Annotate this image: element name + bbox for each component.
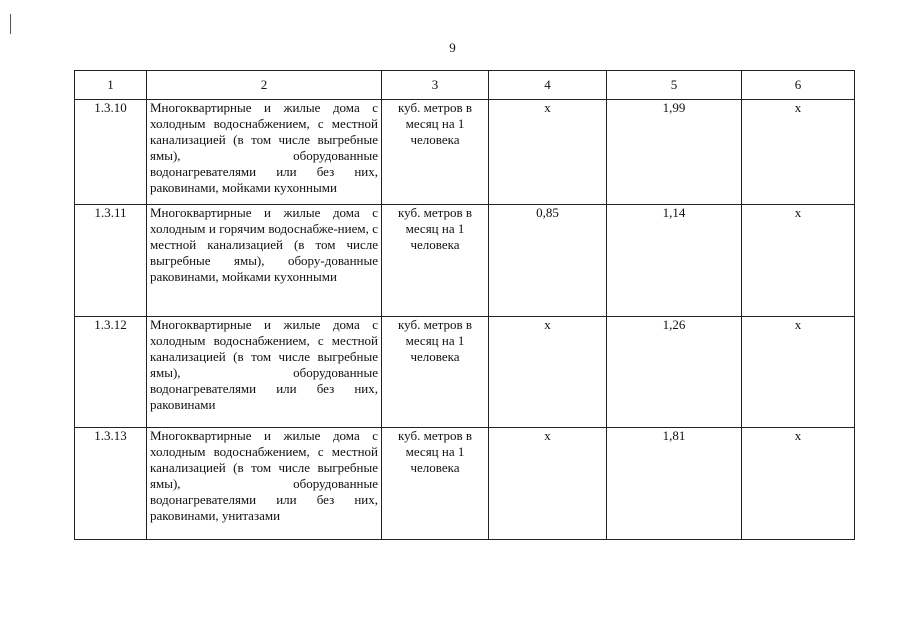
row-value-col6: х	[742, 428, 855, 540]
row-value-col4: х	[489, 317, 607, 428]
column-header: 2	[147, 71, 382, 100]
row-value-col4: х	[489, 100, 607, 205]
row-code: 1.3.13	[75, 428, 147, 540]
row-value-col4: 0,85	[489, 205, 607, 317]
row-value-col6: х	[742, 100, 855, 205]
table-row	[75, 205, 855, 317]
row-code: 1.3.10	[75, 100, 147, 205]
row-value-col5: 1,81	[607, 428, 742, 540]
column-header: 3	[382, 71, 489, 100]
table-header-row	[75, 71, 855, 100]
column-header: 1	[75, 71, 147, 100]
table-row	[75, 100, 855, 205]
row-unit: куб. метров в месяц на 1 человека	[382, 428, 489, 540]
row-description: Многоквартирные и жилые дома с холодным водоснабжением, с местной канализацией (в том числе выгребные ямы), оборудованные водонагревателями или без них, раковинами, мойками кухонными	[147, 100, 382, 205]
table-row	[75, 317, 855, 428]
row-unit: куб. метров в месяц на 1 человека	[382, 205, 489, 317]
row-code: 1.3.11	[75, 205, 147, 317]
row-description: Многоквартирные и жилые дома с холодным и горячим водоснабже-нием, с местной канализацией (в том числе выгребные ямы), обору-дованные раковинами, мойками кухонными	[147, 205, 382, 317]
column-header: 4	[489, 71, 607, 100]
margin-mark	[10, 14, 11, 34]
row-unit: куб. метров в месяц на 1 человека	[382, 100, 489, 205]
row-value-col6: х	[742, 317, 855, 428]
table-row	[75, 428, 855, 540]
column-header: 6	[742, 71, 855, 100]
row-value-col5: 1,14	[607, 205, 742, 317]
row-value-col6: х	[742, 205, 855, 317]
column-header: 5	[607, 71, 742, 100]
row-code: 1.3.12	[75, 317, 147, 428]
row-description: Многоквартирные и жилые дома с холодным водоснабжением, с местной канализацией (в том числе выгребные ямы), оборудованные водонагревателями или без них, раковинами, унитазами	[147, 428, 382, 540]
row-description: Многоквартирные и жилые дома с холодным водоснабжением, с местной канализацией (в том числе выгребные ямы), оборудованные водонагревателями или без них, раковинами	[147, 317, 382, 428]
row-unit: куб. метров в месяц на 1 человека	[382, 317, 489, 428]
row-value-col5: 1,26	[607, 317, 742, 428]
row-value-col5: 1,99	[607, 100, 742, 205]
norms-table	[74, 70, 855, 540]
page-number: 9	[449, 40, 456, 55]
row-value-col4: х	[489, 428, 607, 540]
